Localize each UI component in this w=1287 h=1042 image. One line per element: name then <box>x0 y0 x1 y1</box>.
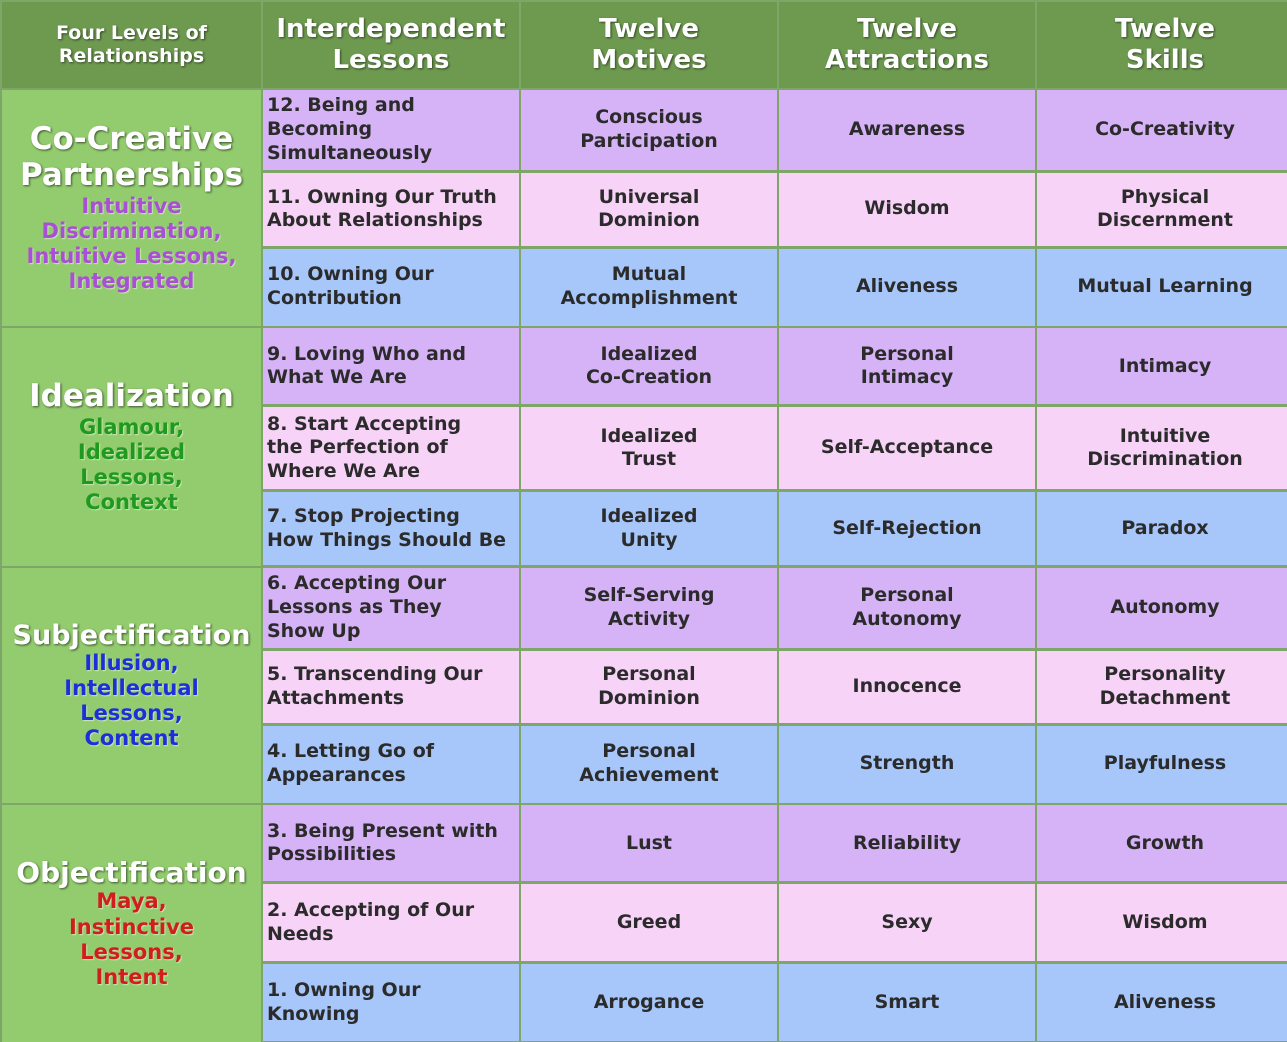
level-title: Subjectification <box>12 619 251 651</box>
skill-cell: Paradox <box>1037 492 1287 565</box>
motive-cell: Lust <box>521 805 777 881</box>
attraction-cell: Self-Acceptance <box>779 407 1035 489</box>
lesson-cell: 8. Start Accepting the Perfection of Where We Are <box>263 407 519 489</box>
level-subtitle: Maya, Instinctive Lessons, Intent <box>68 889 195 990</box>
level-title: Objectification <box>16 856 247 890</box>
motive-cell: Personal Achievement <box>521 726 777 803</box>
attraction-cell: Awareness <box>779 90 1035 170</box>
attraction-cell: Wisdom <box>779 173 1035 246</box>
skill-cell: Growth <box>1037 805 1287 881</box>
attraction-cell: Self-Rejection <box>779 492 1035 565</box>
motive-cell: Arrogance <box>521 964 777 1041</box>
skill-cell: Wisdom <box>1037 884 1287 961</box>
lesson-cell: 2. Accepting of Our Needs <box>263 884 519 961</box>
lesson-cell: 10. Owning Our Contribution <box>263 249 519 326</box>
header-lessons: Interdependent Lessons <box>263 2 519 88</box>
skill-cell: Co-Creativity <box>1037 90 1287 170</box>
header-motives: Twelve Motives <box>521 2 777 88</box>
level-subtitle: Glamour, Idealized Lessons, Context <box>77 414 186 515</box>
attraction-cell: Personal Autonomy <box>779 568 1035 648</box>
motive-cell: Idealized Trust <box>521 407 777 489</box>
header-skills: Twelve Skills <box>1037 2 1287 88</box>
header-four-levels: Four Levels of Relationships <box>2 2 261 88</box>
level-subtitle: Illusion, Intellectual Lessons, Content <box>64 650 199 751</box>
lesson-cell: 6. Accepting Our Lessons as They Show Up <box>263 568 519 648</box>
level-subtitle: Intuitive Discrimination, Intuitive Lessons, Integrated <box>26 193 237 294</box>
motive-cell: Universal Dominion <box>521 173 777 246</box>
skill-cell: Intuitive Discrimination <box>1037 407 1287 489</box>
lesson-cell: 12. Being and Becoming Simultaneously <box>263 90 519 170</box>
attraction-cell: Personal Intimacy <box>779 328 1035 404</box>
level-cell <box>2 90 261 326</box>
motive-cell: Idealized Co-Creation <box>521 328 777 404</box>
motive-cell: Mutual Accomplishment <box>521 249 777 326</box>
level-cell <box>2 805 261 1042</box>
motive-cell: Conscious Participation <box>521 90 777 170</box>
attraction-cell: Aliveness <box>779 249 1035 326</box>
skill-cell: Playfulness <box>1037 726 1287 803</box>
lesson-cell: 7. Stop Projecting How Things Should Be <box>263 492 519 565</box>
level-cell <box>2 328 261 565</box>
level-title: Co-Creative Partnerships <box>19 121 244 193</box>
motive-cell: Idealized Unity <box>521 492 777 565</box>
attraction-cell: Strength <box>779 726 1035 803</box>
header-attractions: Twelve Attractions <box>779 2 1035 88</box>
skill-cell: Physical Discernment <box>1037 173 1287 246</box>
level-title: Idealization <box>29 378 234 415</box>
skill-cell: Aliveness <box>1037 964 1287 1041</box>
lesson-cell: 11. Owning Our Truth About Relationships <box>263 173 519 246</box>
attraction-cell: Reliability <box>779 805 1035 881</box>
lesson-cell: 1. Owning Our Knowing <box>263 964 519 1041</box>
attraction-cell: Sexy <box>779 884 1035 961</box>
attraction-cell: Smart <box>779 964 1035 1041</box>
motive-cell: Greed <box>521 884 777 961</box>
attraction-cell: Innocence <box>779 651 1035 723</box>
motive-cell: Self-Serving Activity <box>521 568 777 648</box>
skill-cell: Intimacy <box>1037 328 1287 404</box>
skill-cell: Personality Detachment <box>1037 651 1287 723</box>
lesson-cell: 3. Being Present with Possibilities <box>263 805 519 881</box>
motive-cell: Personal Dominion <box>521 651 777 723</box>
skill-cell: Mutual Learning <box>1037 249 1287 326</box>
lesson-cell: 4. Letting Go of Appearances <box>263 726 519 803</box>
skill-cell: Autonomy <box>1037 568 1287 648</box>
lesson-cell: 5. Transcending Our Attachments <box>263 651 519 723</box>
lesson-cell: 9. Loving Who and What We Are <box>263 328 519 404</box>
level-cell <box>2 568 261 804</box>
